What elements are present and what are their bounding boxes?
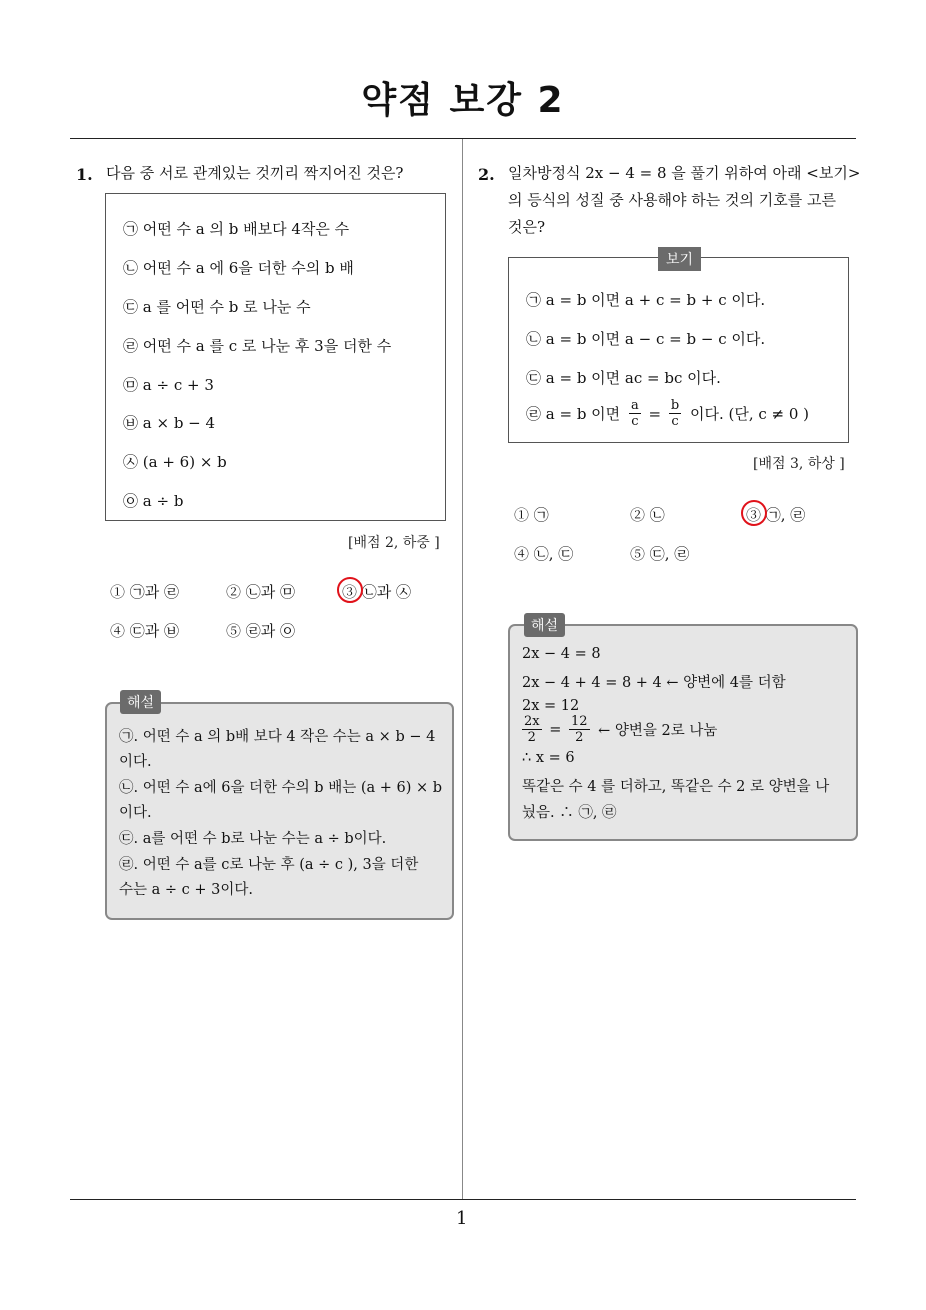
question-1-solution-label: 해설	[120, 690, 161, 714]
q2-solution-frac-suffix: ← 양변을 2로 나눔	[598, 723, 718, 739]
q2-solution-line-2: 2x − 4 + 4 = 8 + 4 ← 양변에 4를 더함	[522, 675, 786, 691]
q2-bogi-fraction-b-over-c	[669, 398, 681, 429]
question-2-number: 2.	[478, 165, 495, 184]
q1-item-8: ㉧ a ÷ b	[123, 492, 184, 510]
q2-solution-frac1-num: 2x	[524, 714, 540, 729]
q1-item-2: ㉡ 어떤 수 a 에 6을 더한 수의 b 배	[123, 259, 354, 277]
question-1-item-box	[105, 193, 446, 521]
column-divider	[462, 139, 463, 1200]
question-2-solution-label: 해설	[524, 613, 565, 637]
question-2-bogi-box	[508, 257, 849, 443]
question-2-score: [배점 3, 하상 ]	[753, 456, 845, 472]
page-title: 약점 보강 2	[361, 80, 565, 121]
q2-choice-2[interactable]: ② ㉡	[630, 506, 665, 524]
q1-solution-line-7: 수는 a ÷ c + 3이다.	[119, 882, 253, 898]
q1-choice-1[interactable]: ① ㉠과 ㉣	[110, 583, 180, 601]
q1-solution-line-5: ㉢. a를 어떤 수 b로 나눈 수는 a ÷ b이다.	[119, 831, 387, 847]
q1-item-1: ㉠ 어떤 수 a 의 b 배보다 4작은 수	[123, 220, 350, 238]
q2-bogi-frac1-den: c	[631, 414, 639, 429]
q1-choice-2[interactable]: ② ㉡과 ㉤	[226, 583, 296, 601]
question-2-bogi-label: 보기	[658, 247, 701, 271]
q2-solution-frac1	[522, 714, 542, 745]
q2-bogi-item-4-prefix: ㉣ a = b 이면	[526, 405, 621, 423]
q2-bogi-item-4	[526, 398, 809, 429]
q2-bogi-eq: =	[648, 404, 662, 423]
q1-solution-line-6: ㉣. 어떤 수 a를 c로 나눈 후 (a ÷ c ), 3을 더한	[119, 857, 419, 873]
q2-bogi-frac1-num: a	[630, 398, 639, 413]
q2-bogi-frac2-den: c	[671, 414, 679, 429]
q2-bogi-item-2: ㉡ a = b 이면 a − c = b − c 이다.	[526, 330, 766, 348]
q2-choice-4[interactable]: ④ ㉡, ㉢	[514, 545, 574, 563]
q2-solution-line-1: 2x − 4 = 8	[522, 646, 601, 662]
q1-choice-4[interactable]: ④ ㉢과 ㉥	[110, 622, 180, 640]
q2-solution-frac2-den: 2	[575, 730, 584, 745]
q2-bogi-fraction-a-over-c	[629, 398, 641, 429]
q2-bogi-item-4-suffix: 이다. (단, c ≠ 0 )	[689, 405, 810, 423]
q2-choice-3[interactable]: ③ ㉠, ㉣	[746, 506, 806, 524]
q2-bogi-frac2-num: b	[670, 398, 680, 413]
q2-solution-frac1-den: 2	[527, 730, 536, 745]
question-1-solution-box	[105, 702, 454, 920]
q1-solution-line-1: ㉠. 어떤 수 a 의 b배 보다 4 작은 수는 a × b − 4	[119, 729, 436, 745]
q2-choice-1[interactable]: ① ㉠	[514, 506, 549, 524]
q2-answer-circle-mark	[741, 500, 767, 526]
q2-solution-line-3: 2x = 12	[522, 698, 580, 714]
q2-bogi-item-1: ㉠ a = b 이면 a + c = b + c 이다.	[526, 291, 766, 309]
q2-solution-frac2	[569, 714, 590, 745]
q1-solution-line-4: 이다.	[119, 805, 152, 821]
q1-item-7: ㉦ (a + 6) × b	[123, 453, 227, 471]
q1-solution-line-2: 이다.	[119, 754, 152, 770]
q2-choice-5[interactable]: ⑤ ㉢, ㉣	[630, 545, 690, 563]
q2-solution-line-5: 똑같은 수 4 를 더하고, 똑같은 수 2 로 양변을 나	[522, 779, 830, 795]
q2-solution-line-6: 눴음. ∴ ㉠, ㉣	[522, 805, 617, 821]
question-2-text-line-3: 것은?	[508, 218, 546, 236]
q1-answer-circle-mark	[337, 577, 363, 603]
top-rule	[70, 138, 856, 139]
q1-item-4: ㉣ 어떤 수 a 를 c 로 나눈 후 3을 더한 수	[123, 337, 392, 355]
question-2-text-line-2: 의 등식의 성질 중 사용해야 하는 것의 기호를 고른	[508, 191, 836, 209]
q2-solution-fraction-line	[522, 714, 717, 745]
q1-item-6: ㉥ a × b − 4	[123, 414, 216, 432]
question-1-text: 다음 중 서로 관계있는 것끼리 짝지어진 것은?	[106, 164, 404, 182]
bottom-rule	[70, 1199, 856, 1200]
q2-solution-frac-eq: =	[549, 721, 562, 738]
q1-solution-line-3: ㉡. 어떤 수 a에 6을 더한 수의 b 배는 (a + 6) × b	[119, 780, 443, 796]
question-1-number: 1.	[76, 165, 93, 184]
q2-solution-frac2-num: 12	[570, 714, 588, 729]
q1-item-3: ㉢ a 를 어떤 수 b 로 나눈 수	[123, 298, 311, 316]
q1-choice-5[interactable]: ⑤ ㉣과 ㉧	[226, 622, 296, 640]
q2-solution-line-4: ∴ x = 6	[522, 750, 575, 766]
question-1-score: [배점 2, 하중 ]	[348, 535, 440, 551]
page-number: 1	[456, 1208, 468, 1229]
q1-choice-3[interactable]: ③ ㉡과 ㉦	[342, 583, 412, 601]
question-2-text-line-1: 일차방정식 2x − 4 = 8 을 풀기 위하여 아래 <보기>	[508, 164, 861, 182]
question-2-solution-box	[508, 624, 858, 841]
q2-bogi-item-3: ㉢ a = b 이면 ac = bc 이다.	[526, 369, 721, 387]
q1-item-5: ㉤ a ÷ c + 3	[123, 376, 214, 394]
